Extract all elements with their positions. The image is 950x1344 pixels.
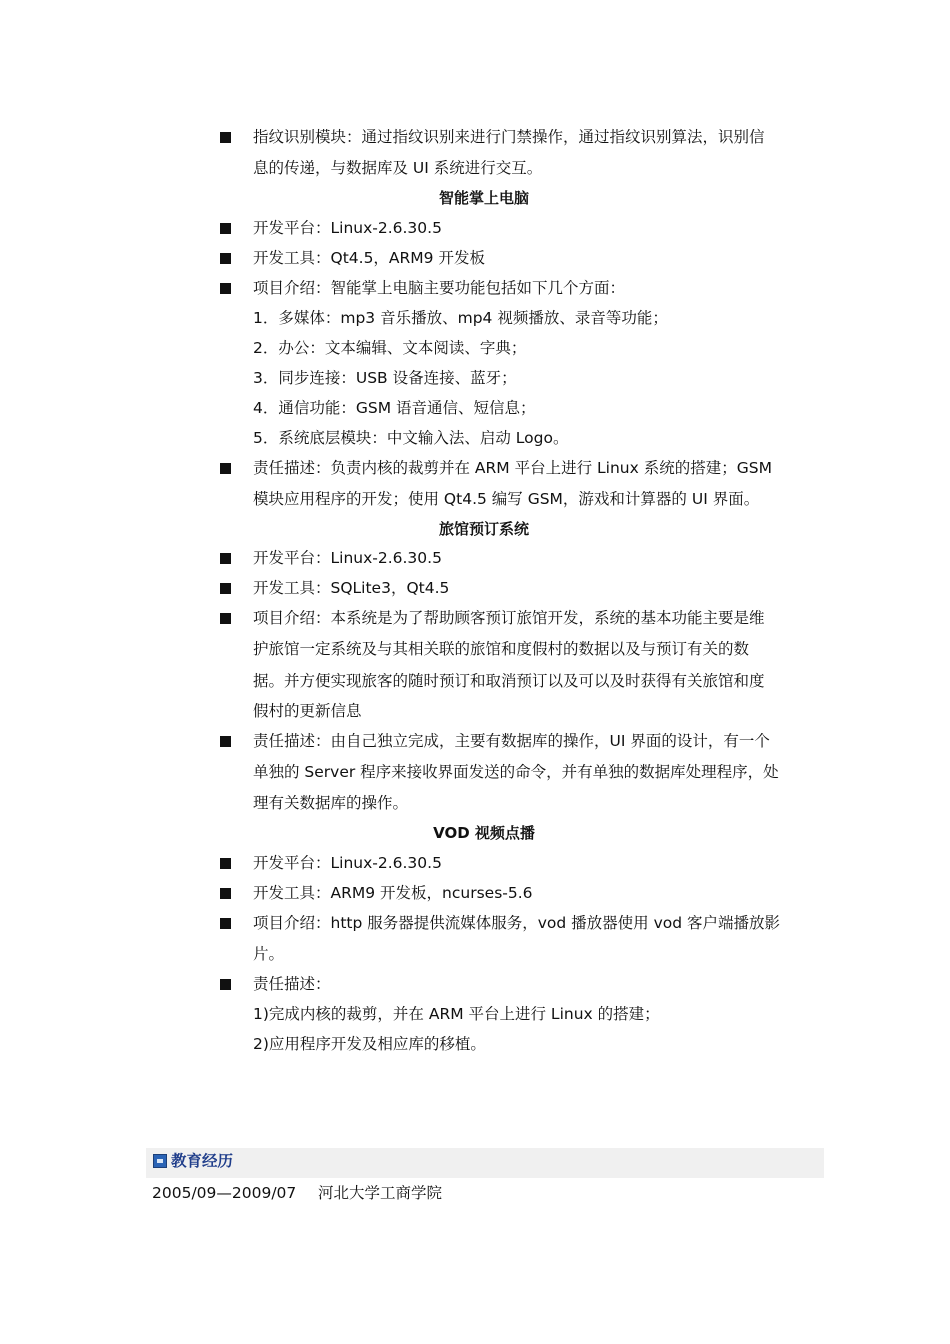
hotel-intro-line4: 假村的更新信息 — [253, 702, 362, 720]
vod-duty-2: 2)应用程序开发及相应库的移植。 — [253, 1035, 486, 1053]
pda-feature-1: 1．多媒体：mp3 音乐播放、mp4 视频播放、录音等功能； — [253, 309, 668, 327]
education-date: 2005/09—2009/07 — [152, 1184, 297, 1202]
bullet-icon — [220, 979, 231, 990]
pda-intro: 项目介绍：智能掌上电脑主要功能包括如下几个方面： — [253, 279, 626, 297]
bullet-icon — [220, 132, 231, 143]
vod-duty: 责任描述： — [253, 975, 331, 993]
pda-feature-4: 4．通信功能：GSM 语音通信、短信息； — [253, 399, 536, 417]
hotel-platform: 开发平台：Linux-2.6.30.5 — [253, 549, 442, 567]
hotel-tools: 开发工具：SQLite3，Qt4.5 — [253, 579, 450, 597]
hotel-duty-line1: 责任描述：由自己独立完成，主要有数据库的操作，UI 界面的设计，有一个 — [253, 732, 770, 750]
project-title-row — [0, 514, 950, 544]
bullet-icon — [220, 918, 231, 929]
bullet-icon — [220, 553, 231, 564]
hotel-intro-line1: 项目介绍：本系统是为了帮助顾客预订旅馆开发，系统的基本功能主要是维 — [253, 609, 765, 627]
bullet-icon — [220, 858, 231, 869]
project-title-row — [0, 183, 950, 213]
bullet-icon — [220, 613, 231, 624]
pda-platform: 开发平台：Linux-2.6.30.5 — [253, 219, 442, 237]
project-title: VOD 视频点播 — [433, 824, 535, 842]
pda-feature-3: 3．同步连接：USB 设备连接、蓝牙； — [253, 369, 517, 387]
bullet-icon — [220, 253, 231, 264]
fingerprint-line2: 息的传递，与数据库及 UI 系统进行交互。 — [253, 159, 543, 177]
hotel-intro-line2: 护旅馆一定系统及与其相关联的旅馆和度假村的数据以及与预订有关的数 — [253, 640, 750, 658]
bullet-icon — [220, 888, 231, 899]
pda-feature-2: 2．办公：文本编辑、文本阅读、字典； — [253, 339, 527, 357]
pda-duty-line1: 责任描述：负责内核的裁剪并在 ARM 平台上进行 Linux 系统的搭建；GSM — [253, 459, 772, 477]
pda-duty-line2: 模块应用程序的开发；使用 Qt4.5 编写 GSM，游戏和计算器的 UI 界面。 — [253, 490, 760, 508]
project-title: 智能掌上电脑 — [438, 189, 529, 207]
vod-tools: 开发工具：ARM9 开发板，ncurses-5.6 — [253, 884, 533, 902]
bullet-icon — [220, 583, 231, 594]
vod-intro-line2: 片。 — [253, 945, 285, 963]
hotel-intro-line3: 据。并方便实现旅客的随时预订和取消预订以及可以及时获得有关旅馆和度 — [253, 672, 765, 690]
project-title: 旅馆预订系统 — [438, 520, 529, 538]
bullet-icon — [220, 283, 231, 294]
pda-feature-5: 5．系统底层模块：中文输入法、启动 Logo。 — [253, 429, 569, 447]
bullet-icon — [220, 223, 231, 234]
vod-intro-line1: 项目介绍：http 服务器提供流媒体服务，vod 播放器使用 vod 客户端播放影 — [253, 914, 781, 932]
hotel-duty-line3: 理有关数据库的操作。 — [253, 794, 409, 812]
education-school: 河北大学工商学院 — [318, 1184, 443, 1202]
fingerprint-line1: 指纹识别模块：通过指纹识别来进行门禁操作，通过指纹识别算法，识别信 — [253, 128, 765, 146]
bullet-icon — [220, 463, 231, 474]
bullet-icon — [220, 736, 231, 747]
education-section-header — [146, 1148, 824, 1178]
vod-platform: 开发平台：Linux-2.6.30.5 — [253, 854, 442, 872]
project-title-row — [0, 818, 950, 848]
education-section-title: 教育经历 — [171, 1152, 234, 1170]
pda-tools: 开发工具：Qt4.5，ARM9 开发板 — [253, 249, 485, 267]
section-icon — [153, 1154, 167, 1168]
vod-duty-1: 1)完成内核的裁剪，并在 ARM 平台上进行 Linux 的搭建； — [253, 1005, 660, 1023]
hotel-duty-line2: 单独的 Server 程序来接收界面发送的命令，并有单独的数据库处理程序，处 — [253, 763, 779, 781]
